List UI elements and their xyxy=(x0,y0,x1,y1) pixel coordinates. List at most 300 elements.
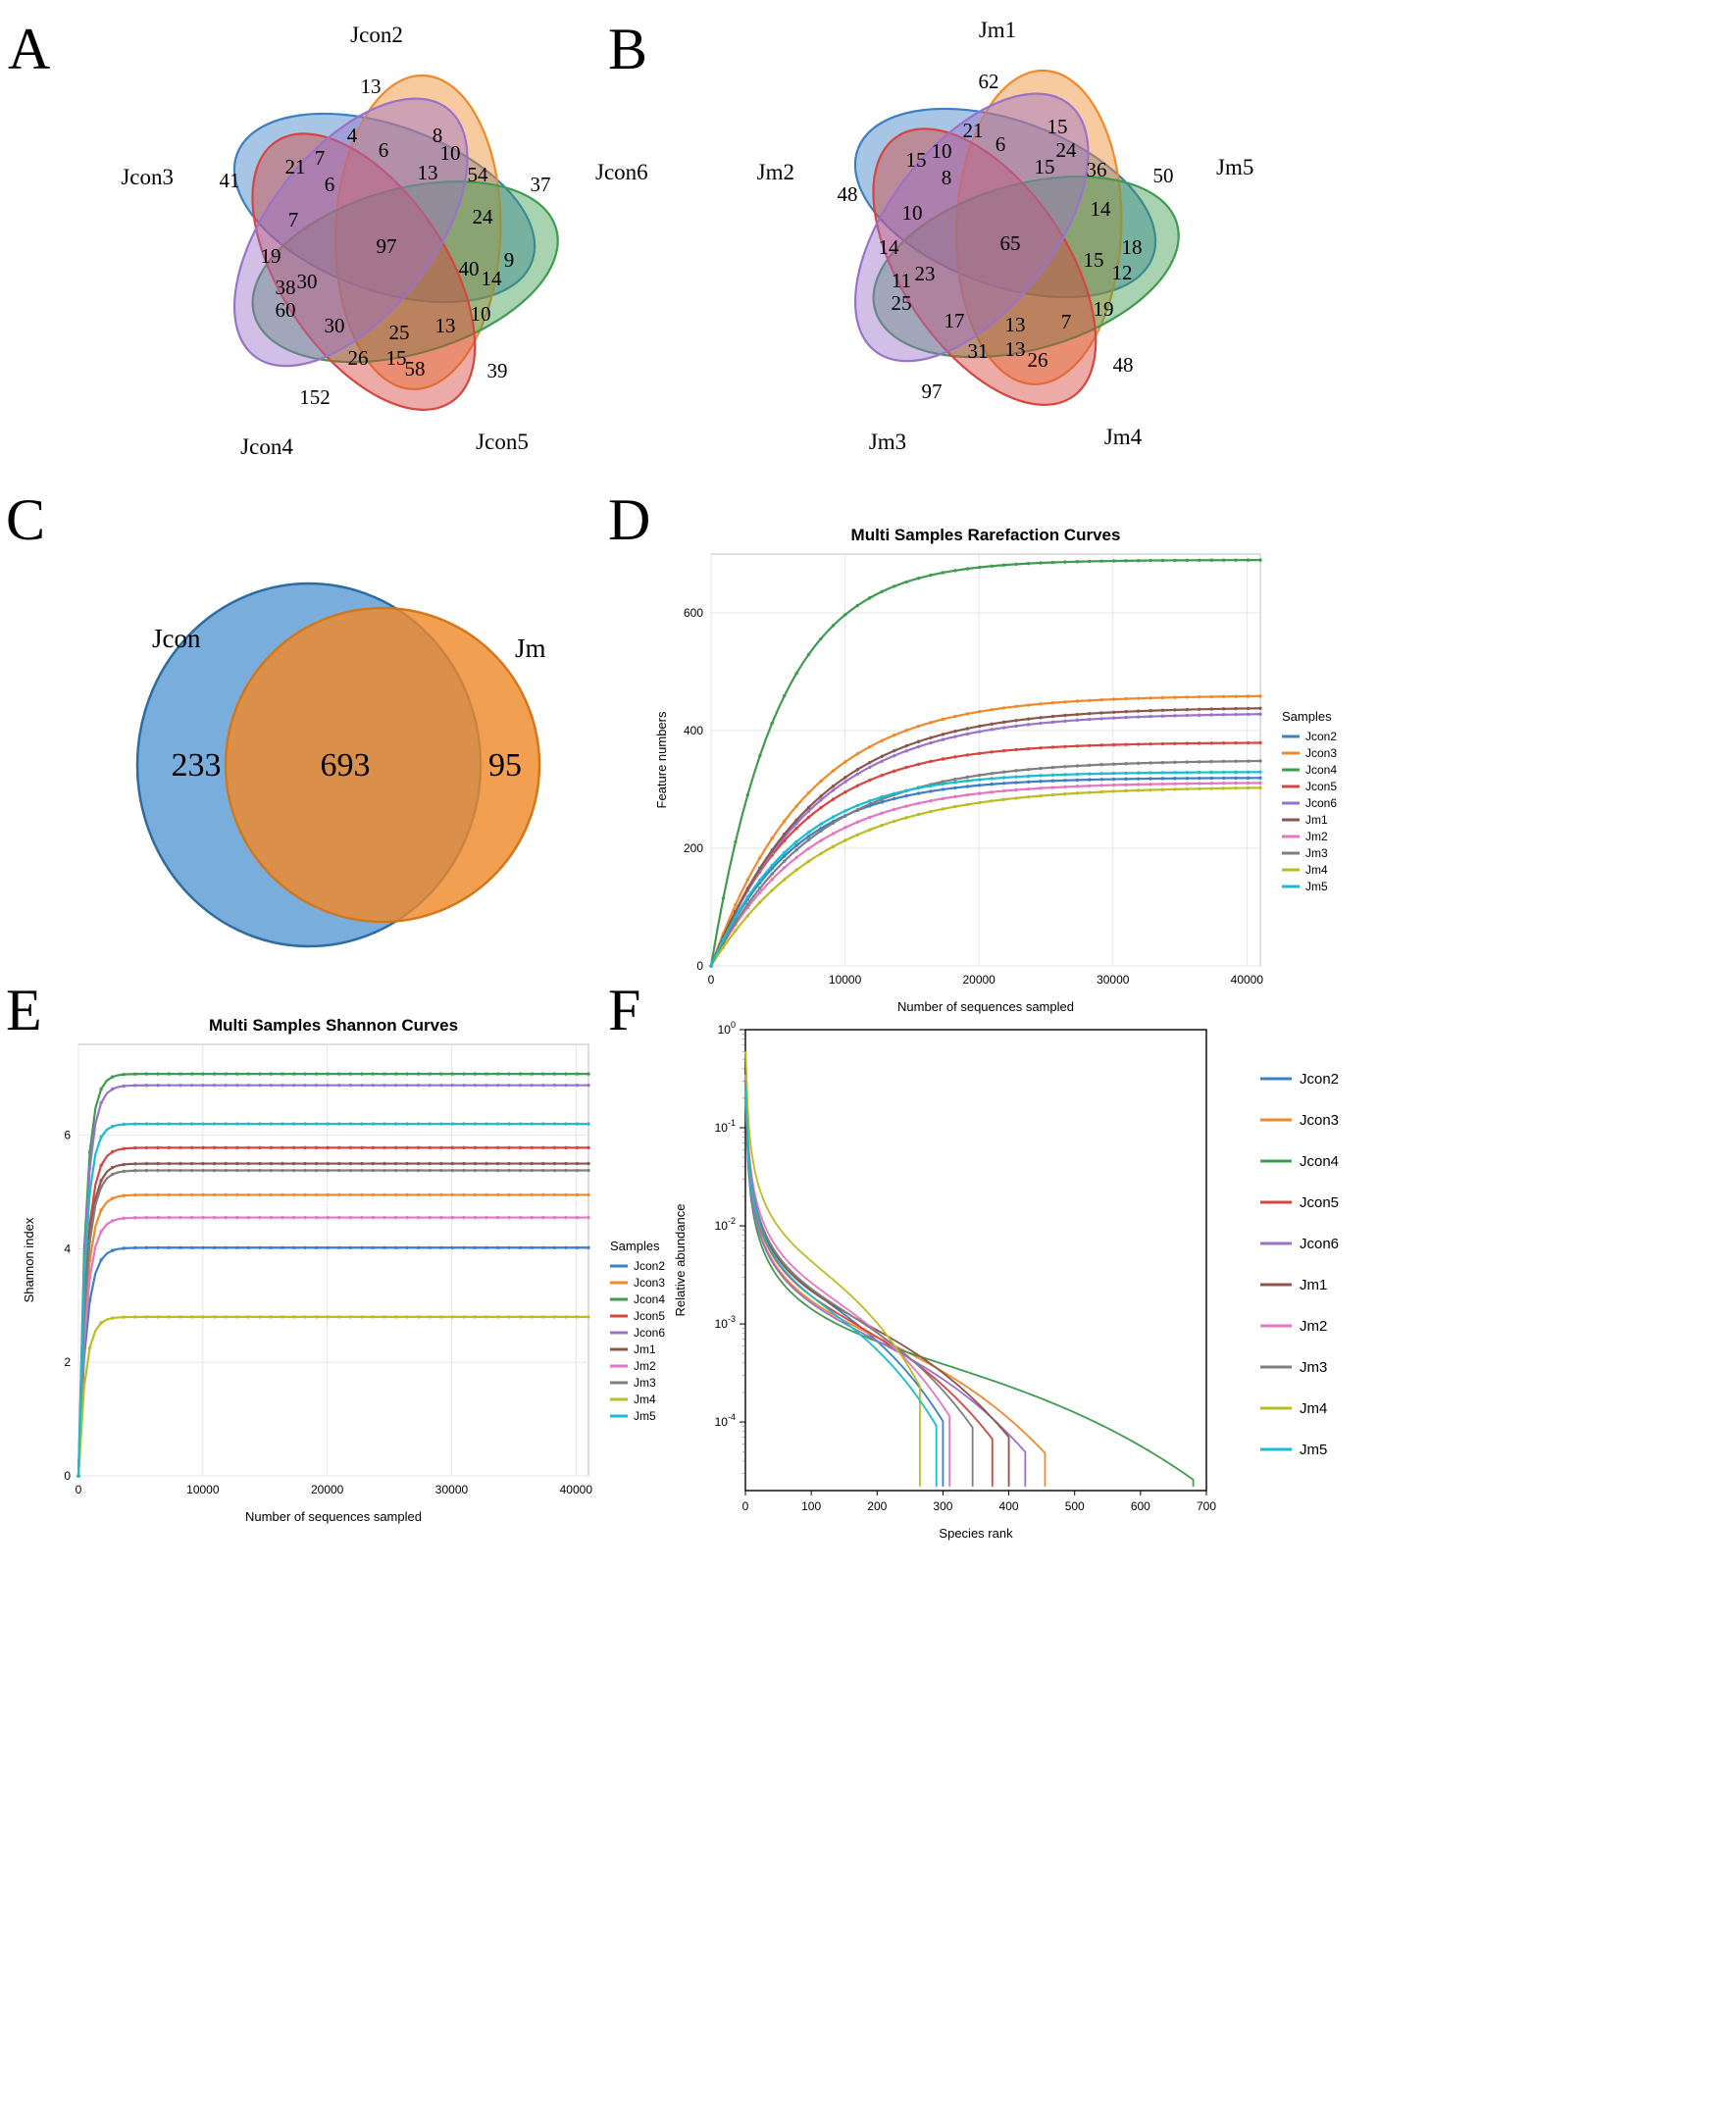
series-point xyxy=(1247,741,1250,744)
venn-count: 10 xyxy=(470,301,491,326)
series-point xyxy=(929,574,932,577)
series-point xyxy=(1222,771,1225,774)
series-point xyxy=(1027,747,1030,750)
series-point xyxy=(213,1246,216,1249)
venn-count: 48 xyxy=(837,181,858,206)
series-point xyxy=(1234,707,1237,710)
series-point xyxy=(942,787,945,790)
series-point xyxy=(904,816,907,819)
x-tick-label: 0 xyxy=(75,1483,82,1496)
series-point xyxy=(942,797,945,800)
series-point xyxy=(1051,785,1054,788)
series-point xyxy=(225,1072,228,1075)
series-point xyxy=(315,1084,318,1087)
series-point xyxy=(1088,718,1091,721)
series-point xyxy=(576,1315,579,1318)
series-point xyxy=(258,1146,261,1149)
series-point xyxy=(235,1084,238,1087)
series-point xyxy=(1088,790,1091,793)
venn-count: 8 xyxy=(941,165,952,189)
series-point xyxy=(1198,708,1200,711)
series-point xyxy=(917,740,920,743)
chart-title: Multi Samples Rarefaction Curves xyxy=(850,526,1121,544)
series-point xyxy=(1039,780,1042,783)
series-point xyxy=(417,1084,420,1087)
series-point xyxy=(225,1122,228,1125)
series-point xyxy=(1161,777,1164,780)
series-point xyxy=(881,774,884,777)
series-point xyxy=(856,834,859,836)
series-point xyxy=(1063,700,1066,703)
chart-title: Multi Samples Shannon Curves xyxy=(208,1016,459,1035)
series-point xyxy=(168,1246,171,1249)
series-point xyxy=(201,1084,204,1087)
series-point xyxy=(519,1084,522,1087)
legend-label-Jcon4: Jcon4 xyxy=(634,1292,666,1306)
series-point xyxy=(1051,793,1054,796)
venn-count: 13 xyxy=(1004,336,1026,361)
series-point xyxy=(1161,788,1164,791)
series-point xyxy=(145,1193,148,1196)
series-point xyxy=(978,725,981,728)
series-point xyxy=(1124,716,1127,719)
x-tick-label: 20000 xyxy=(310,1483,344,1496)
series-point xyxy=(541,1315,544,1318)
series-point xyxy=(1149,559,1151,562)
series-point xyxy=(1198,695,1200,698)
series-point xyxy=(794,840,797,843)
venn-count: 13 xyxy=(417,160,438,184)
series-point xyxy=(1222,782,1225,785)
legend-label-Jm2: Jm2 xyxy=(1305,830,1328,843)
series-point xyxy=(270,1193,273,1196)
chart-rarefaction xyxy=(638,515,1726,1035)
series-point xyxy=(235,1122,238,1125)
series-point xyxy=(1076,779,1079,782)
series-point xyxy=(966,727,969,730)
venn-count: 24 xyxy=(1055,137,1077,162)
venn-count: 25 xyxy=(891,290,912,315)
series-point xyxy=(553,1084,556,1087)
series-point xyxy=(1100,784,1103,786)
series-point xyxy=(1112,559,1115,562)
series-point xyxy=(1186,760,1189,763)
series-point xyxy=(1222,777,1225,780)
series-point xyxy=(1014,563,1017,566)
series-point xyxy=(893,792,895,795)
series-point xyxy=(429,1084,432,1087)
series-point xyxy=(360,1216,363,1219)
series-point xyxy=(1258,771,1261,774)
series-point xyxy=(417,1315,420,1318)
series-point xyxy=(734,910,737,913)
series-point xyxy=(270,1315,273,1318)
series-point xyxy=(281,1072,283,1075)
series-point xyxy=(1149,777,1151,780)
series-point xyxy=(576,1162,579,1165)
series-point xyxy=(564,1246,567,1249)
series-point xyxy=(179,1146,181,1149)
series-point xyxy=(258,1216,261,1219)
series-point xyxy=(819,830,822,833)
series-point xyxy=(451,1315,454,1318)
series-point xyxy=(133,1315,136,1318)
legend-label-Jcon5: Jcon5 xyxy=(634,1309,666,1323)
series-point xyxy=(734,903,737,906)
series-point xyxy=(247,1084,250,1087)
series-point xyxy=(394,1193,397,1196)
series-point xyxy=(843,826,846,829)
series-point xyxy=(541,1122,544,1125)
series-point xyxy=(394,1169,397,1172)
series-point xyxy=(587,1072,589,1075)
series-point xyxy=(123,1085,126,1088)
series-point xyxy=(429,1216,432,1219)
series-point xyxy=(1149,709,1151,712)
series-point xyxy=(531,1146,534,1149)
series-point xyxy=(587,1084,589,1087)
series-point xyxy=(1051,745,1054,748)
series-point xyxy=(1076,773,1079,776)
venn-count: 7 xyxy=(314,145,326,170)
series-point xyxy=(856,752,859,755)
series-point xyxy=(1027,795,1030,798)
series-point xyxy=(247,1169,250,1172)
series-point xyxy=(1051,766,1054,769)
venn-count-jcon-only: 233 xyxy=(171,746,222,784)
x-axis-label: Species rank xyxy=(939,1526,1013,1541)
series-point xyxy=(1076,764,1079,767)
series-point xyxy=(383,1162,385,1165)
series-point xyxy=(587,1122,589,1125)
series-point xyxy=(303,1146,306,1149)
legend-label-Jm3: Jm3 xyxy=(634,1376,656,1390)
series-point xyxy=(991,708,994,711)
series-point xyxy=(1222,713,1225,716)
series-point xyxy=(145,1162,148,1165)
x-tick-label: 0 xyxy=(741,1499,749,1513)
series-point xyxy=(1234,760,1237,763)
series-point xyxy=(843,780,846,783)
venn-count: 6 xyxy=(378,137,389,162)
series-point xyxy=(734,921,737,924)
y-tick-label: $10^0$ xyxy=(717,1020,736,1037)
series-point xyxy=(156,1162,159,1165)
legend-label-Jm5: Jm5 xyxy=(634,1409,656,1423)
series-point xyxy=(1198,771,1200,774)
series-point xyxy=(417,1162,420,1165)
series-point xyxy=(1258,741,1261,744)
venn-count: 54 xyxy=(467,162,488,186)
series-point xyxy=(1076,713,1079,716)
series-point xyxy=(1173,783,1176,785)
series-point xyxy=(541,1162,544,1165)
series-point xyxy=(1173,742,1176,745)
series-point xyxy=(1014,748,1017,751)
y-tick-label: 600 xyxy=(683,606,703,620)
series-point xyxy=(1173,777,1176,780)
venn-set-label-Jm3: Jm3 xyxy=(868,430,907,454)
series-point xyxy=(303,1169,306,1172)
series-point xyxy=(953,715,956,718)
series-point xyxy=(145,1072,148,1075)
series-point xyxy=(541,1084,544,1087)
series-point xyxy=(966,785,969,787)
series-point xyxy=(190,1315,193,1318)
series-point xyxy=(893,754,895,757)
series-point xyxy=(360,1122,363,1125)
series-point xyxy=(281,1084,283,1087)
series-point xyxy=(1234,777,1237,780)
series-point xyxy=(881,824,884,827)
series-point xyxy=(281,1315,283,1318)
series-point xyxy=(758,856,761,859)
series-point xyxy=(1051,780,1054,783)
venn-count: 37 xyxy=(530,172,551,196)
series-point xyxy=(904,789,907,792)
series-point xyxy=(1149,742,1151,745)
series-point xyxy=(881,590,884,593)
series-point xyxy=(111,1316,114,1319)
series-point xyxy=(1234,694,1237,697)
series-point xyxy=(1112,743,1115,746)
series-point xyxy=(123,1194,126,1197)
series-point xyxy=(1063,765,1066,768)
series-point xyxy=(734,929,737,932)
series-point xyxy=(868,596,871,599)
series-point xyxy=(1161,742,1164,745)
series-point xyxy=(519,1315,522,1318)
series-point xyxy=(553,1193,556,1196)
series-point xyxy=(337,1084,340,1087)
series-point xyxy=(1137,742,1140,745)
series-point xyxy=(1198,714,1200,717)
series-point xyxy=(1063,745,1066,748)
series-point xyxy=(917,725,920,728)
series-point xyxy=(1051,701,1054,704)
series-point xyxy=(771,836,774,839)
x-tick-label: 600 xyxy=(1130,1499,1150,1513)
series-point xyxy=(807,847,810,850)
series-point xyxy=(405,1084,408,1087)
y-tick-label: 6 xyxy=(64,1128,71,1142)
series-point xyxy=(794,844,797,847)
series-point xyxy=(541,1216,544,1219)
series-point xyxy=(1186,777,1189,780)
series-point xyxy=(1161,709,1164,712)
x-tick-label: 10000 xyxy=(828,973,862,987)
series-point xyxy=(978,730,981,733)
series-point xyxy=(1051,561,1054,564)
series-point xyxy=(360,1193,363,1196)
series-point xyxy=(327,1072,330,1075)
series-point xyxy=(1198,760,1200,763)
series-point xyxy=(893,584,895,587)
legend-label-Jm5: Jm5 xyxy=(1300,1442,1328,1458)
series-point xyxy=(225,1216,228,1219)
series-point xyxy=(1027,787,1030,790)
series-point xyxy=(156,1146,159,1149)
series-point xyxy=(1173,695,1176,698)
series-point xyxy=(746,793,749,796)
venn-set-label-Jm1: Jm1 xyxy=(978,18,1017,42)
series-point xyxy=(783,851,786,854)
series-point xyxy=(771,722,774,725)
series-point xyxy=(819,780,822,783)
venn-count: 11 xyxy=(891,268,912,292)
series-point xyxy=(168,1216,171,1219)
series-point xyxy=(587,1169,589,1172)
series-point xyxy=(1234,782,1237,785)
series-point xyxy=(405,1146,408,1149)
series-point xyxy=(978,801,981,804)
venn-count: 97 xyxy=(921,379,943,403)
series-point xyxy=(168,1315,171,1318)
panel-letter-c: C xyxy=(6,487,46,552)
legend-label-Jcon3: Jcon3 xyxy=(634,1276,666,1290)
series-point xyxy=(462,1315,465,1318)
series-point xyxy=(541,1072,544,1075)
series-point xyxy=(168,1162,171,1165)
series-point xyxy=(783,878,786,881)
series-point xyxy=(991,777,994,780)
series-point xyxy=(1234,771,1237,774)
series-point xyxy=(953,795,956,798)
series-point xyxy=(531,1216,534,1219)
series-point xyxy=(881,811,884,814)
series-point xyxy=(303,1072,306,1075)
series-point xyxy=(383,1084,385,1087)
series-point xyxy=(843,814,846,817)
series-point xyxy=(327,1216,330,1219)
series-point xyxy=(519,1072,522,1075)
series-point xyxy=(372,1246,375,1249)
venn-count: 40 xyxy=(458,256,480,280)
series-point xyxy=(807,816,810,819)
series-point xyxy=(978,791,981,794)
series-point xyxy=(485,1246,487,1249)
series-point xyxy=(893,797,895,800)
series-point xyxy=(156,1315,159,1318)
series-point xyxy=(1014,769,1017,772)
series-point xyxy=(807,838,810,841)
venn-count: 48 xyxy=(1112,352,1134,377)
series-point xyxy=(807,653,810,656)
y-tick-label: 0 xyxy=(696,959,703,973)
series-point xyxy=(123,1073,126,1076)
series-point xyxy=(1027,562,1030,565)
venn-count: 62 xyxy=(978,69,999,93)
series-point xyxy=(1002,564,1005,567)
series-point xyxy=(270,1122,273,1125)
series-point xyxy=(1100,711,1103,714)
series-point xyxy=(360,1084,363,1087)
series-point xyxy=(111,1075,114,1078)
series-point xyxy=(978,566,981,569)
series-point xyxy=(807,791,810,794)
series-point xyxy=(953,781,956,784)
series-point xyxy=(123,1163,126,1166)
series-point xyxy=(349,1246,352,1249)
series-point xyxy=(429,1072,432,1075)
series-point xyxy=(519,1122,522,1125)
series-point xyxy=(485,1193,487,1196)
series-point xyxy=(360,1315,363,1318)
series-point xyxy=(235,1146,238,1149)
x-tick-label: 200 xyxy=(867,1499,888,1513)
series-point xyxy=(868,745,871,748)
x-tick-label: 10000 xyxy=(186,1483,220,1496)
series-point xyxy=(360,1146,363,1149)
series-point xyxy=(145,1169,148,1172)
series-point xyxy=(258,1162,261,1165)
series-point xyxy=(1210,707,1213,710)
series-point xyxy=(383,1169,385,1172)
series-point xyxy=(1002,771,1005,774)
series-point xyxy=(99,1258,102,1261)
series-point xyxy=(991,790,994,793)
legend-label-Jcon5: Jcon5 xyxy=(1305,780,1338,793)
legend-label-Jm4: Jm4 xyxy=(634,1393,656,1406)
series-point xyxy=(405,1122,408,1125)
series-point xyxy=(1002,749,1005,752)
series-point xyxy=(201,1169,204,1172)
series-point xyxy=(213,1216,216,1219)
series-point xyxy=(1137,709,1140,712)
venn-count: 26 xyxy=(347,345,369,370)
series-point xyxy=(507,1246,510,1249)
series-point xyxy=(576,1246,579,1249)
series-point xyxy=(156,1122,159,1125)
series-point xyxy=(553,1246,556,1249)
series-point xyxy=(794,827,797,830)
series-point xyxy=(1076,560,1079,563)
series-point xyxy=(917,786,920,789)
series-point xyxy=(111,1125,114,1128)
series-point xyxy=(496,1162,499,1165)
series-point xyxy=(179,1072,181,1075)
series-point xyxy=(966,712,969,715)
series-point xyxy=(953,735,956,737)
series-point xyxy=(235,1246,238,1249)
venn-count: 7 xyxy=(1060,309,1072,333)
series-point xyxy=(819,794,822,797)
venn-count: 24 xyxy=(472,204,493,228)
series-point xyxy=(474,1146,477,1149)
series-point xyxy=(507,1315,510,1318)
series-point xyxy=(1088,712,1091,715)
series-point xyxy=(1186,787,1189,790)
series-point xyxy=(417,1246,420,1249)
series-point xyxy=(145,1146,148,1149)
legend-title: Samples xyxy=(610,1239,660,1253)
venn-set-label-Jm2: Jm2 xyxy=(756,160,794,184)
series-point xyxy=(247,1162,250,1165)
series-point xyxy=(1039,746,1042,749)
series-point xyxy=(1149,715,1151,718)
series-point xyxy=(1039,767,1042,770)
series-point xyxy=(133,1246,136,1249)
series-point xyxy=(531,1169,534,1172)
series-point xyxy=(462,1072,465,1075)
series-point xyxy=(327,1315,330,1318)
panel-letter-e: E xyxy=(6,978,42,1042)
series-point xyxy=(917,813,920,816)
series-point xyxy=(1063,714,1066,717)
series-point xyxy=(1088,744,1091,747)
series-point xyxy=(337,1162,340,1165)
series-point xyxy=(1210,771,1213,774)
